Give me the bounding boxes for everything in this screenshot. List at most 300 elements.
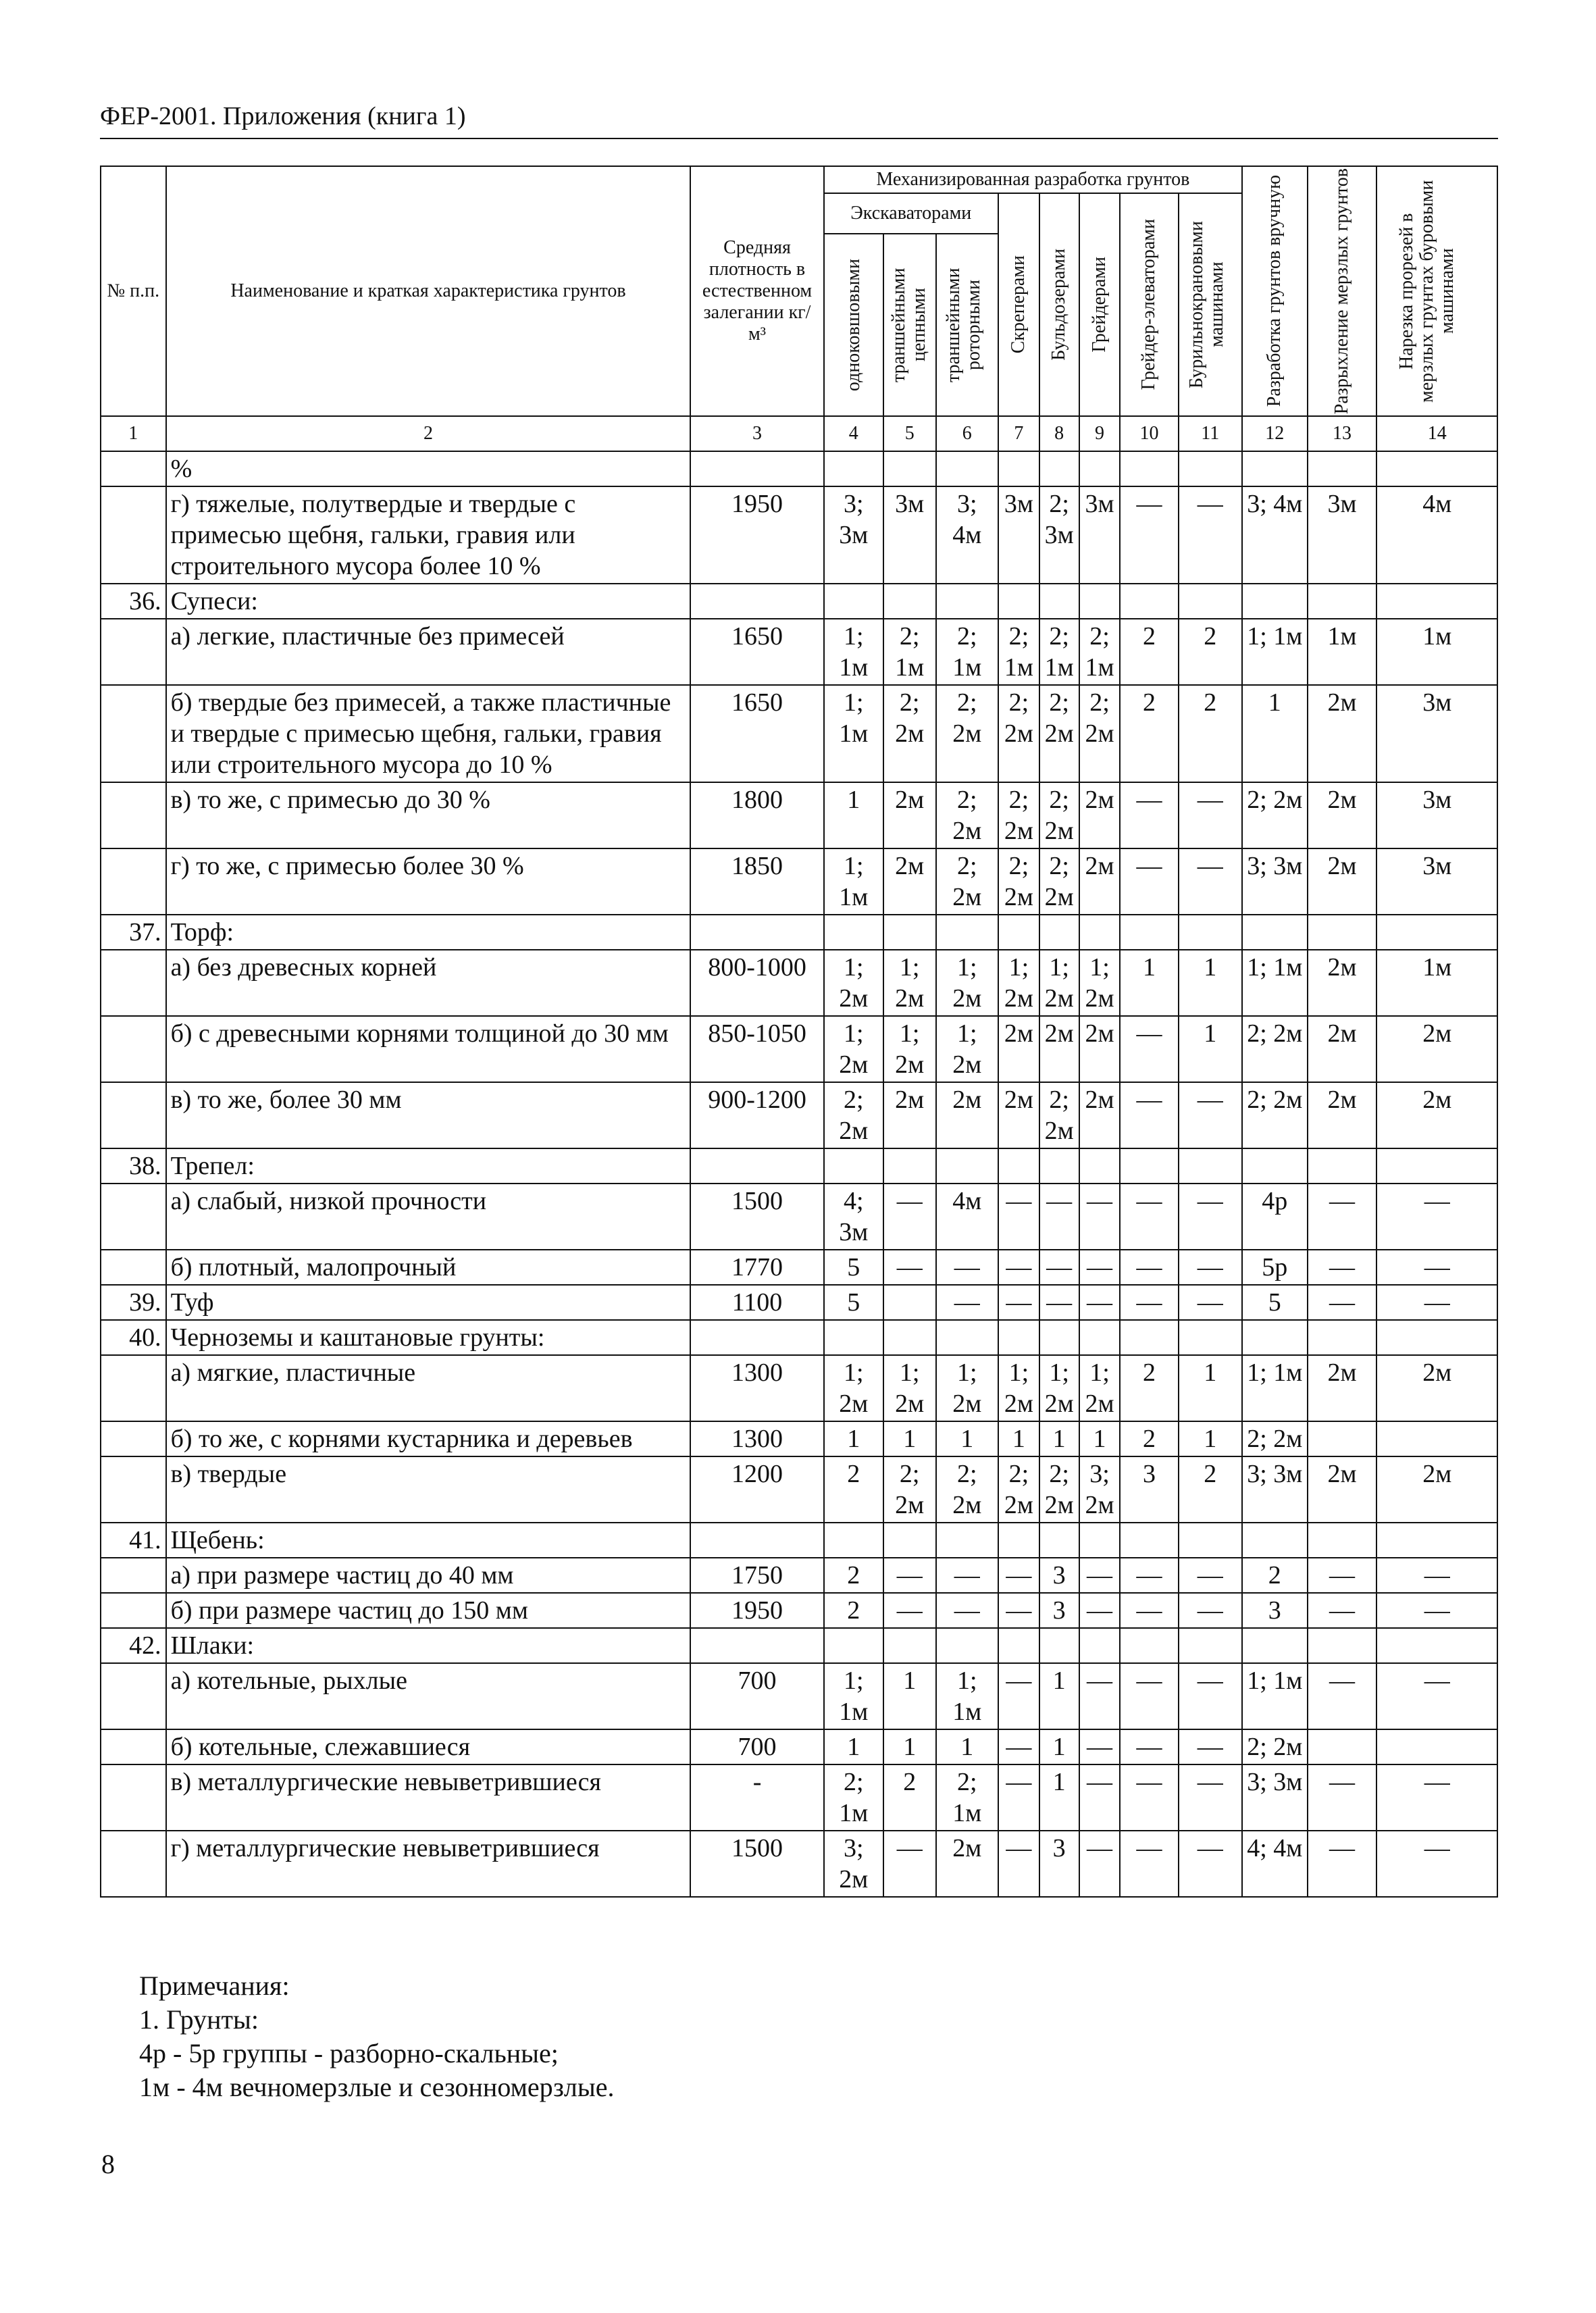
group-cell	[1308, 915, 1377, 950]
group-cell: 1	[824, 1421, 883, 1456]
group-cell: —	[1376, 1593, 1497, 1628]
group-cell	[1242, 915, 1308, 950]
group-cell: —	[1376, 1250, 1497, 1285]
group-cell: 2м	[1308, 1355, 1377, 1421]
group-cell: 3; 3м	[1242, 1764, 1308, 1831]
group-cell	[936, 1628, 998, 1663]
table-row	[101, 584, 1497, 619]
table-row	[101, 848, 1497, 915]
group-cell	[1120, 1628, 1178, 1663]
group-cell: 3	[1039, 1831, 1079, 1897]
group-cell: 2м	[1039, 1016, 1079, 1082]
group-cell: 1	[824, 1729, 883, 1764]
soil-name: Щебень:	[166, 1523, 691, 1558]
group-cell	[1079, 1523, 1121, 1558]
group-cell: 2м	[1308, 782, 1377, 848]
group-cell: 1; 2м	[824, 1016, 883, 1082]
group-cell	[1179, 1320, 1243, 1355]
group-cell: 1; 2м	[1039, 950, 1079, 1016]
group-cell	[1039, 451, 1079, 486]
density-cell	[690, 584, 823, 619]
group-cell: 2	[1120, 685, 1178, 782]
group-cell: 2; 1м	[998, 619, 1039, 685]
row-number	[101, 1355, 166, 1421]
group-cell: 2; 1м	[936, 619, 998, 685]
group-cell: —	[1120, 1285, 1178, 1320]
notes-line-2: 4р - 5р группы - разборно-скальные;	[139, 2038, 559, 2068]
group-cell: —	[1079, 1764, 1121, 1831]
group-cell	[824, 1148, 883, 1184]
group-cell: 4м	[1376, 486, 1497, 584]
density-cell: 1750	[690, 1558, 823, 1593]
group-cell	[1308, 451, 1377, 486]
group-cell	[1179, 1628, 1243, 1663]
density-cell: 800-1000	[690, 950, 823, 1016]
group-cell	[1242, 1320, 1308, 1355]
soil-name: г) металлургические невыветрившиеся	[166, 1831, 691, 1897]
group-cell: 2м	[1079, 848, 1121, 915]
header-rule	[100, 138, 1498, 139]
header-col5: траншейными цепными	[883, 234, 936, 416]
header-col7: Скреперами	[998, 193, 1039, 416]
row-number	[101, 1729, 166, 1764]
row-number	[101, 1016, 166, 1082]
group-cell: —	[883, 1593, 936, 1628]
group-cell: 2м	[883, 1082, 936, 1148]
group-cell	[883, 1285, 936, 1320]
row-number	[101, 848, 166, 915]
row-number	[101, 1593, 166, 1628]
group-cell	[1376, 1628, 1497, 1663]
group-cell: —	[1120, 1729, 1178, 1764]
table-row	[101, 1628, 1497, 1663]
row-number	[101, 1764, 166, 1831]
group-cell: 1; 2м	[1079, 950, 1121, 1016]
table-row	[101, 1558, 1497, 1593]
header-mechanized: Механизированная разработка грунтов	[824, 166, 1242, 193]
row-number	[101, 1831, 166, 1897]
group-cell	[1079, 584, 1121, 619]
group-cell	[1079, 451, 1121, 486]
group-cell: 2м	[1079, 1082, 1121, 1148]
row-number: 40.	[101, 1320, 166, 1355]
group-cell: 1; 2м	[883, 950, 936, 1016]
density-cell	[690, 915, 823, 950]
group-cell: 2; 1м	[883, 619, 936, 685]
table-row	[101, 1320, 1497, 1355]
group-cell: —	[1039, 1285, 1079, 1320]
group-cell: 2м	[1376, 1082, 1497, 1148]
group-cell: 1; 1м	[1242, 1355, 1308, 1421]
table-row	[101, 1148, 1497, 1184]
density-cell	[690, 1320, 823, 1355]
group-cell: 2; 2м	[1242, 1421, 1308, 1456]
density-cell: 700	[690, 1729, 823, 1764]
group-cell	[1242, 1523, 1308, 1558]
group-cell: 2м	[1308, 1456, 1377, 1523]
group-cell: 2; 2м	[1039, 1082, 1079, 1148]
table-row	[101, 486, 1497, 584]
group-cell: 1; 1м	[824, 1663, 883, 1729]
row-number	[101, 950, 166, 1016]
group-cell: 3; 4м	[1242, 486, 1308, 584]
table-row	[101, 782, 1497, 848]
header-col14: Нарезка прорезей в мерзлых грунтах буровыми машинами	[1376, 166, 1497, 416]
group-cell: 4м	[936, 1184, 998, 1250]
group-cell	[936, 915, 998, 950]
notes-line-1: 1. Грунты:	[139, 2004, 259, 2035]
group-cell: 1	[1179, 1421, 1243, 1456]
group-cell	[1308, 1729, 1377, 1764]
soil-name: а) котельные, рыхлые	[166, 1663, 691, 1729]
table-row	[101, 1016, 1497, 1082]
group-cell: 1	[1039, 1729, 1079, 1764]
group-cell	[1120, 915, 1178, 950]
group-cell: —	[1120, 1558, 1178, 1593]
density-cell: 1500	[690, 1831, 823, 1897]
group-cell: 2м	[1308, 685, 1377, 782]
soil-name: а) мягкие, пластичные	[166, 1355, 691, 1421]
table-row	[101, 1082, 1497, 1148]
group-cell	[1308, 1523, 1377, 1558]
density-cell: 1650	[690, 685, 823, 782]
row-number: 41.	[101, 1523, 166, 1558]
group-cell	[1039, 915, 1079, 950]
group-cell: 1; 1м	[824, 619, 883, 685]
group-cell	[824, 1523, 883, 1558]
group-cell	[824, 584, 883, 619]
group-cell: —	[1179, 486, 1243, 584]
group-cell: 2м	[1376, 1016, 1497, 1082]
group-cell: 3	[1120, 1456, 1178, 1523]
soil-name: б) при размере частиц до 150 мм	[166, 1593, 691, 1628]
group-cell	[1242, 1148, 1308, 1184]
table-body	[101, 451, 1497, 1897]
group-cell: —	[1308, 1250, 1377, 1285]
group-cell: 1	[1120, 950, 1178, 1016]
soil-name: в) металлургические невыветрившиеся	[166, 1764, 691, 1831]
group-cell	[1376, 584, 1497, 619]
group-cell: —	[936, 1593, 998, 1628]
group-cell: 3	[1039, 1558, 1079, 1593]
group-cell: 1; 2м	[998, 950, 1039, 1016]
group-cell: 2м	[936, 1831, 998, 1897]
group-cell	[1242, 451, 1308, 486]
group-cell: —	[1120, 1016, 1178, 1082]
group-cell	[1308, 1148, 1377, 1184]
group-cell: 3м	[1376, 685, 1497, 782]
row-number	[101, 619, 166, 685]
header-density: Средняя плотность в естественном залегании кг/м³	[690, 166, 823, 416]
table-row	[101, 1456, 1497, 1523]
group-cell: 5	[824, 1250, 883, 1285]
group-cell: 1; 2м	[1039, 1355, 1079, 1421]
group-cell: —	[936, 1285, 998, 1320]
group-cell	[998, 915, 1039, 950]
group-cell: 3; 3м	[1242, 848, 1308, 915]
group-cell: 2; 2м	[936, 848, 998, 915]
group-cell: 1; 1м	[936, 1663, 998, 1729]
group-cell	[1120, 1320, 1178, 1355]
group-cell: 4р	[1242, 1184, 1308, 1250]
row-number: 42.	[101, 1628, 166, 1663]
group-cell: 2м	[883, 782, 936, 848]
table-row	[101, 1250, 1497, 1285]
soil-name: г) то же, с примесью более 30 %	[166, 848, 691, 915]
group-cell: —	[1179, 848, 1243, 915]
row-number	[101, 685, 166, 782]
group-cell	[1308, 1628, 1377, 1663]
group-cell	[1376, 1729, 1497, 1764]
group-cell: 2	[1120, 1421, 1178, 1456]
group-cell: 2; 2м	[883, 685, 936, 782]
group-cell	[1039, 1628, 1079, 1663]
group-cell: —	[1120, 486, 1178, 584]
soil-name: а) без древесных корней	[166, 950, 691, 1016]
group-cell: —	[936, 1558, 998, 1593]
column-number-row: 1 2 3 4 5 6 7 8 9 10 11 12 13 14	[101, 416, 1497, 451]
soil-name: в) то же, более 30 мм	[166, 1082, 691, 1148]
density-cell	[690, 451, 823, 486]
group-cell: —	[883, 1250, 936, 1285]
group-cell: 3; 4м	[936, 486, 998, 584]
group-cell: 2; 2м	[936, 685, 998, 782]
table-row	[101, 1764, 1497, 1831]
group-cell: 1; 1м	[1242, 950, 1308, 1016]
group-cell: 2; 2м	[998, 685, 1039, 782]
group-cell	[1039, 1320, 1079, 1355]
group-cell: —	[1376, 1184, 1497, 1250]
row-number: 37.	[101, 915, 166, 950]
group-cell: —	[1120, 782, 1178, 848]
density-cell: -	[690, 1764, 823, 1831]
row-number	[101, 1421, 166, 1456]
group-cell: —	[1179, 1729, 1243, 1764]
density-cell: 1100	[690, 1285, 823, 1320]
group-cell: —	[1079, 1250, 1121, 1285]
group-cell	[936, 1320, 998, 1355]
table-row	[101, 1593, 1497, 1628]
notes	[139, 1969, 615, 2104]
group-cell: —	[936, 1250, 998, 1285]
header-col9: Грейдерами	[1079, 193, 1121, 416]
group-cell: —	[1120, 1831, 1178, 1897]
density-cell: 1300	[690, 1355, 823, 1421]
density-cell: 1950	[690, 1593, 823, 1628]
group-cell: 2; 2м	[998, 1456, 1039, 1523]
row-number: 39.	[101, 1285, 166, 1320]
row-number	[101, 1250, 166, 1285]
group-cell	[936, 451, 998, 486]
group-cell: 2; 2м	[1242, 1016, 1308, 1082]
group-cell: 2	[824, 1456, 883, 1523]
soil-name: б) плотный, малопрочный	[166, 1250, 691, 1285]
group-cell: —	[998, 1558, 1039, 1593]
row-number	[101, 782, 166, 848]
group-cell: 2	[824, 1558, 883, 1593]
group-cell	[824, 915, 883, 950]
group-cell	[998, 1320, 1039, 1355]
header-col12: Разработка грунтов вручную	[1242, 166, 1308, 416]
group-cell	[1376, 1523, 1497, 1558]
group-cell: —	[883, 1558, 936, 1593]
group-cell: —	[883, 1831, 936, 1897]
group-cell	[998, 451, 1039, 486]
group-cell: 5	[824, 1285, 883, 1320]
density-cell: 1770	[690, 1250, 823, 1285]
table-row	[101, 1184, 1497, 1250]
group-cell	[883, 1523, 936, 1558]
group-cell: —	[1079, 1184, 1121, 1250]
group-cell	[1079, 1148, 1121, 1184]
table-row	[101, 1729, 1497, 1764]
row-number	[101, 1456, 166, 1523]
group-cell: 1	[998, 1421, 1039, 1456]
group-cell: —	[1039, 1250, 1079, 1285]
group-cell: —	[1039, 1184, 1079, 1250]
group-cell	[1242, 1628, 1308, 1663]
group-cell	[1179, 915, 1243, 950]
density-cell	[690, 1628, 823, 1663]
group-cell: —	[1079, 1593, 1121, 1628]
row-number	[101, 1663, 166, 1729]
group-cell: 2	[824, 1593, 883, 1628]
group-cell	[883, 1148, 936, 1184]
group-cell: 1; 2м	[936, 1016, 998, 1082]
group-cell: 3	[1242, 1593, 1308, 1628]
density-cell: 1300	[690, 1421, 823, 1456]
group-cell: 2; 2м	[1242, 1729, 1308, 1764]
group-cell	[1039, 1523, 1079, 1558]
group-cell	[936, 584, 998, 619]
group-cell: —	[1308, 1184, 1377, 1250]
group-cell: —	[1308, 1285, 1377, 1320]
group-cell: 1м	[1308, 619, 1377, 685]
group-cell: 1	[936, 1421, 998, 1456]
table-row	[101, 1831, 1497, 1897]
group-cell: —	[1179, 1831, 1243, 1897]
group-cell: 2; 2м	[824, 1082, 883, 1148]
group-cell: 2; 2м	[883, 1456, 936, 1523]
soil-name: Шлаки:	[166, 1628, 691, 1663]
group-cell: 3; 3м	[824, 486, 883, 584]
group-cell	[824, 1628, 883, 1663]
density-cell: 1850	[690, 848, 823, 915]
group-cell: —	[1120, 1764, 1178, 1831]
group-cell: 1	[936, 1729, 998, 1764]
header-col4: одноковшовыми	[824, 234, 883, 416]
density-cell: 1950	[690, 486, 823, 584]
group-cell: 1	[824, 782, 883, 848]
soil-name: Супеси:	[166, 584, 691, 619]
group-cell: —	[1308, 1663, 1377, 1729]
group-cell: 3м	[1308, 486, 1377, 584]
header-name: Наименование и краткая характеристика грунтов	[166, 166, 691, 416]
group-cell: —	[1179, 1593, 1243, 1628]
group-cell: —	[1179, 1764, 1243, 1831]
group-cell: 2	[1179, 619, 1243, 685]
group-cell: —	[1120, 1184, 1178, 1250]
table-row	[101, 619, 1497, 685]
soil-name: а) легкие, пластичные без примесей	[166, 619, 691, 685]
soil-name: б) с древесными корнями толщиной до 30 мм	[166, 1016, 691, 1082]
group-cell: 2; 1м	[936, 1764, 998, 1831]
group-cell: 1; 2м	[883, 1355, 936, 1421]
group-cell: —	[998, 1764, 1039, 1831]
group-cell: —	[998, 1593, 1039, 1628]
group-cell: 1; 2м	[824, 950, 883, 1016]
group-cell	[883, 451, 936, 486]
density-cell	[690, 1523, 823, 1558]
group-cell: 1	[1079, 1421, 1121, 1456]
soil-name: б) то же, с корнями кустарника и деревьев	[166, 1421, 691, 1456]
soil-name: в) то же, с примесью до 30 %	[166, 782, 691, 848]
group-cell: 1; 1м	[1242, 619, 1308, 685]
group-cell: 3м	[998, 486, 1039, 584]
table-row	[101, 685, 1497, 782]
group-cell: 1; 1м	[824, 848, 883, 915]
group-cell: —	[1376, 1764, 1497, 1831]
group-cell: 2м	[998, 1082, 1039, 1148]
header-num: № п.п.	[101, 166, 166, 416]
group-cell: 2; 2м	[998, 848, 1039, 915]
row-number: 36.	[101, 584, 166, 619]
soil-name: %	[166, 451, 691, 486]
group-cell: —	[1079, 1663, 1121, 1729]
group-cell: 5	[1242, 1285, 1308, 1320]
row-number	[101, 451, 166, 486]
group-cell: 1; 1м	[1242, 1663, 1308, 1729]
group-cell	[1039, 584, 1079, 619]
group-cell: —	[998, 1663, 1039, 1729]
group-cell: 3м	[1376, 848, 1497, 915]
group-cell	[824, 451, 883, 486]
group-cell: —	[998, 1184, 1039, 1250]
group-cell: —	[1179, 1663, 1243, 1729]
group-cell: 1; 2м	[936, 1355, 998, 1421]
group-cell: 2	[1179, 1456, 1243, 1523]
group-cell	[1179, 451, 1243, 486]
soil-name: а) при размере частиц до 40 мм	[166, 1558, 691, 1593]
group-cell	[936, 1523, 998, 1558]
group-cell	[1308, 1320, 1377, 1355]
density-cell	[690, 1148, 823, 1184]
group-cell: 2; 2м	[1039, 685, 1079, 782]
group-cell: —	[1179, 1082, 1243, 1148]
header-col6: траншейными роторными	[936, 234, 998, 416]
group-cell: —	[998, 1250, 1039, 1285]
group-cell: 2м	[1079, 782, 1121, 848]
group-cell	[1039, 1148, 1079, 1184]
group-cell	[1120, 451, 1178, 486]
group-cell: 2	[1179, 685, 1243, 782]
soil-name: в) твердые	[166, 1456, 691, 1523]
header-col13: Разрыхление мерзлых грунтов	[1308, 166, 1377, 416]
group-cell: 2; 1м	[1039, 619, 1079, 685]
group-cell: —	[1179, 1250, 1243, 1285]
density-cell: 850-1050	[690, 1016, 823, 1082]
group-cell	[883, 915, 936, 950]
group-cell: 2; 1м	[824, 1764, 883, 1831]
group-cell: —	[1120, 1593, 1178, 1628]
group-cell: 1	[1039, 1663, 1079, 1729]
group-cell	[998, 584, 1039, 619]
group-cell: 1	[1039, 1421, 1079, 1456]
header-col10: Грейдер-элеваторами	[1120, 193, 1178, 416]
group-cell: —	[1376, 1663, 1497, 1729]
density-cell: 1800	[690, 782, 823, 848]
group-cell: —	[1308, 1764, 1377, 1831]
